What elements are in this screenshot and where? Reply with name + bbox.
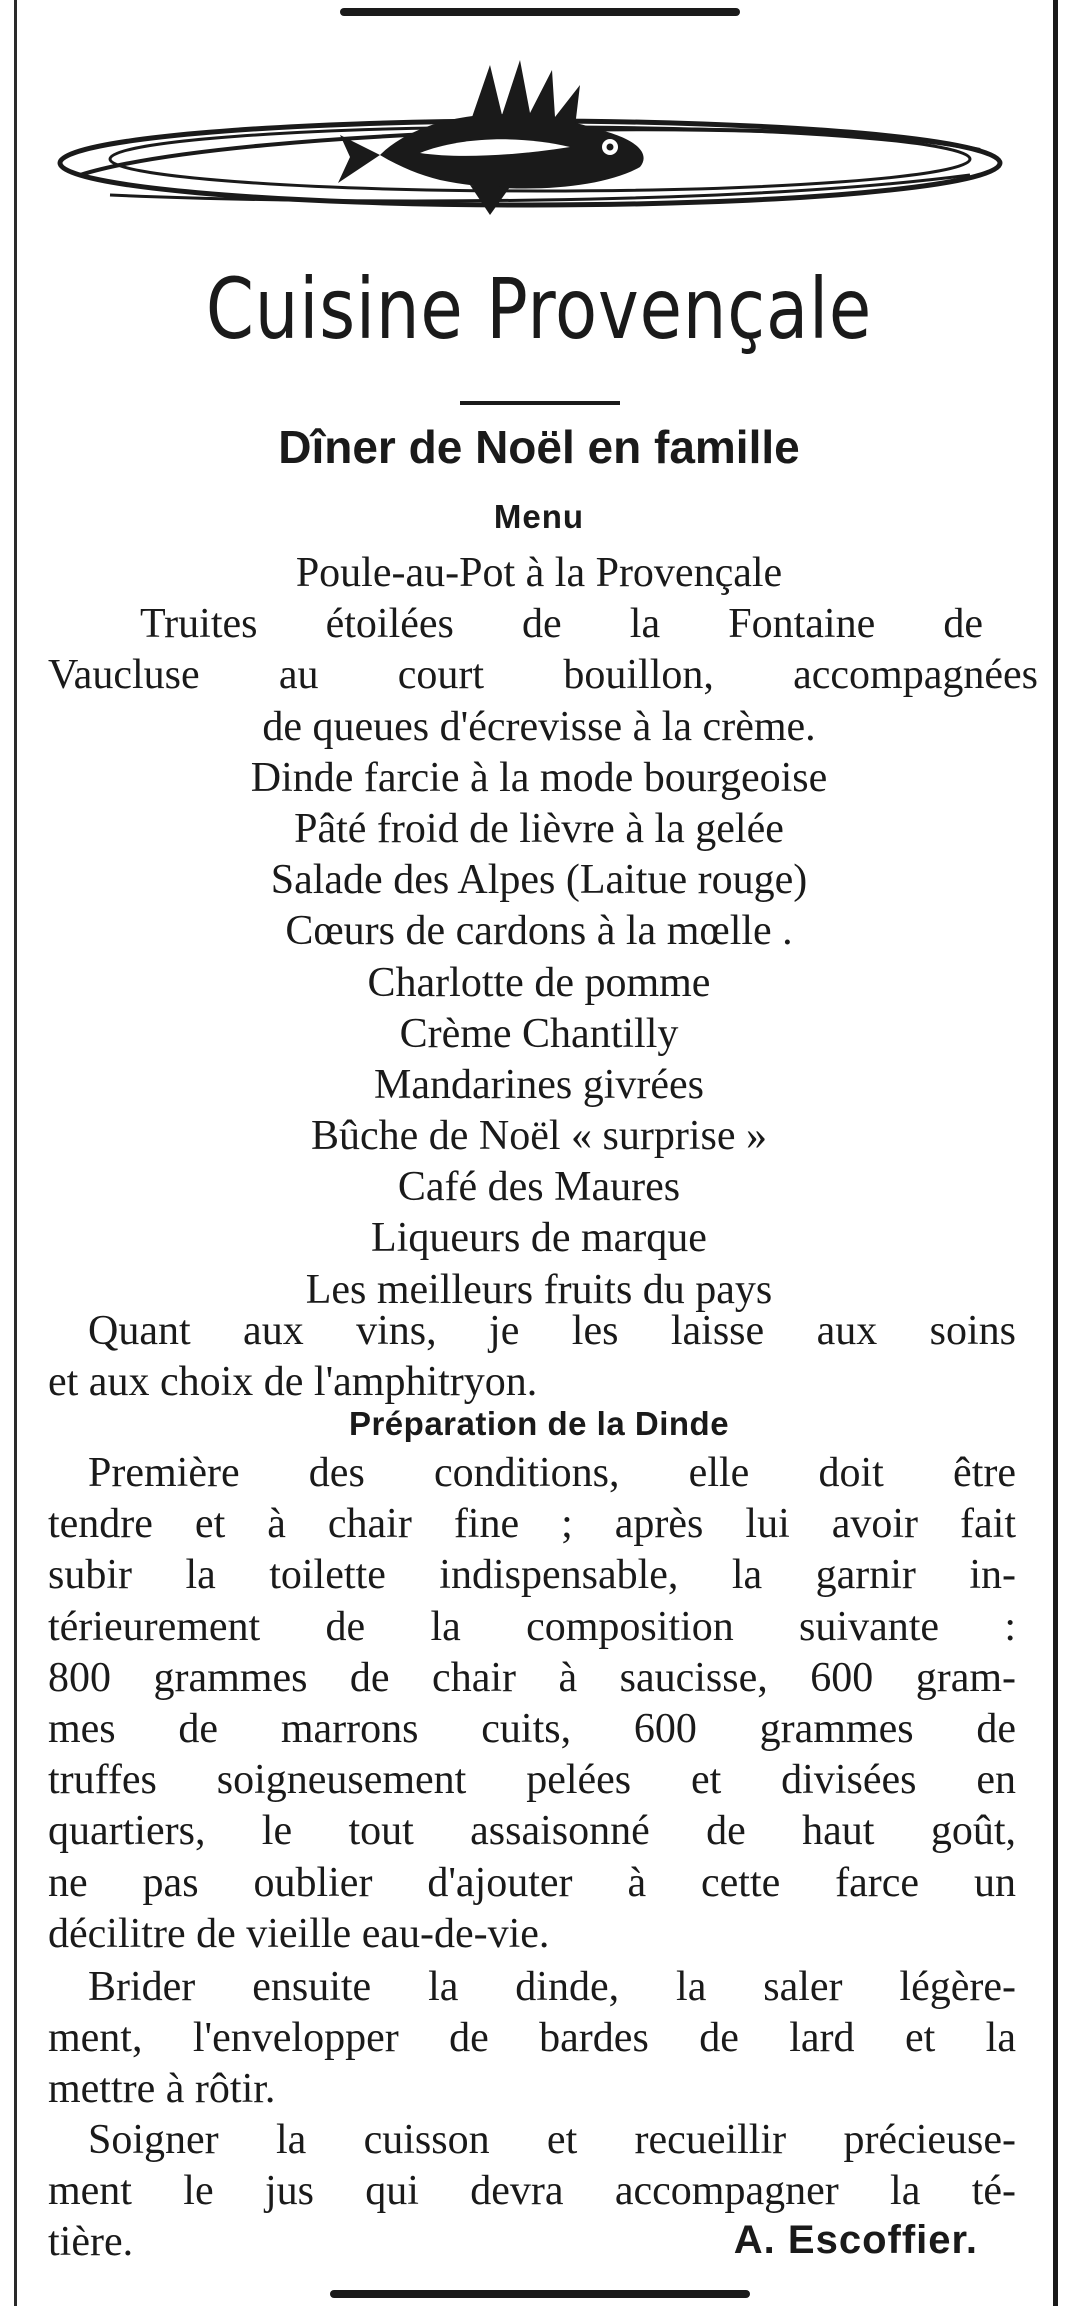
text-line: ne pas oublier d'ajouter à cette farce un xyxy=(48,1859,1016,1906)
author-signature: A. Escoffier. xyxy=(733,2218,978,2262)
title-divider xyxy=(460,401,620,405)
menu-item: Les meilleurs fruits du pays xyxy=(305,1266,773,1313)
menu-item: de queues d'écrevisse à la crème. xyxy=(262,703,816,750)
text-line: décilitre de vieille eau-de-vie. xyxy=(48,1910,550,1957)
article-title: Cuisine Provençale xyxy=(205,260,873,358)
top-rule xyxy=(340,8,740,16)
text-line: Soigner la cuisson et recueillir précieuse- xyxy=(88,2117,1016,2163)
text-line: tière. xyxy=(48,2219,134,2266)
wines-note xyxy=(48,1306,1016,1408)
bottom-rule xyxy=(330,2290,750,2298)
menu-item: Pâté froid de lièvre à la gelée xyxy=(294,805,784,852)
menu-item: Cœurs de cardons à la mœlle . xyxy=(285,908,793,955)
text-line: subir la toilette indispensable, la garnir in- xyxy=(48,1552,1016,1599)
text-line: ment, l'envelopper de bardes de lard et la xyxy=(48,2015,1016,2062)
preparation-paragraph xyxy=(48,1962,1016,2116)
menu-item: Vaucluse au court bouillon, accompagnées xyxy=(48,652,1038,699)
preparation-paragraph xyxy=(48,1448,1016,1960)
text-line: quartiers, le tout assaisonné de haut goût, xyxy=(48,1808,1016,1855)
text-line: Première des conditions, elle doit être xyxy=(88,1450,1016,1496)
text-line: mes de marrons cuits, 600 grammes de xyxy=(48,1705,1016,1752)
menu-item: Truites étoilées de la Fontaine de xyxy=(140,601,983,648)
text-line: térieurement de la composition suivante : xyxy=(48,1603,1016,1650)
menu-item: Poule-au-Pot à la Provençale xyxy=(295,550,783,596)
text-line: truffes soigneusement pelées et divisées en xyxy=(48,1757,1016,1804)
fish-ornament-icon xyxy=(40,55,1020,225)
text-line: mettre à rôtir. xyxy=(48,2066,276,2113)
article-subtitle: Dîner de Noël en famille xyxy=(278,421,800,473)
menu-item: Crème Chantilly xyxy=(399,1010,679,1057)
menu-item: Mandarines givrées xyxy=(373,1061,705,1108)
menu-item: Bûche de Noël « surprise » xyxy=(310,1113,768,1160)
text-line: 800 grammes de chair à saucisse, 600 gram- xyxy=(48,1654,1016,1701)
text-line: ment le jus qui devra accompagner la té- xyxy=(48,2168,1016,2215)
menu-item: Charlotte de pomme xyxy=(367,959,711,1006)
preparation-heading: Préparation de la Dinde xyxy=(348,1405,730,1442)
text-line: Quant aux vins, je les laisse aux soins xyxy=(88,1308,1016,1354)
text-line: tendre et à chair fine ; après lui avoir fait xyxy=(48,1501,1016,1548)
text-line: et aux choix de l'amphitryon. xyxy=(48,1359,538,1406)
menu-item: Liqueurs de marque xyxy=(371,1215,707,1262)
menu-heading: Menu xyxy=(493,498,585,535)
menu-list xyxy=(0,548,1078,1316)
text-line: Brider ensuite la dinde, la saler légère- xyxy=(88,1964,1016,2010)
menu-item: Café des Maures xyxy=(397,1164,681,1211)
menu-item: Dinde farcie à la mode bourgeoise xyxy=(250,754,828,801)
menu-item: Salade des Alpes (Laitue rouge) xyxy=(270,857,808,904)
